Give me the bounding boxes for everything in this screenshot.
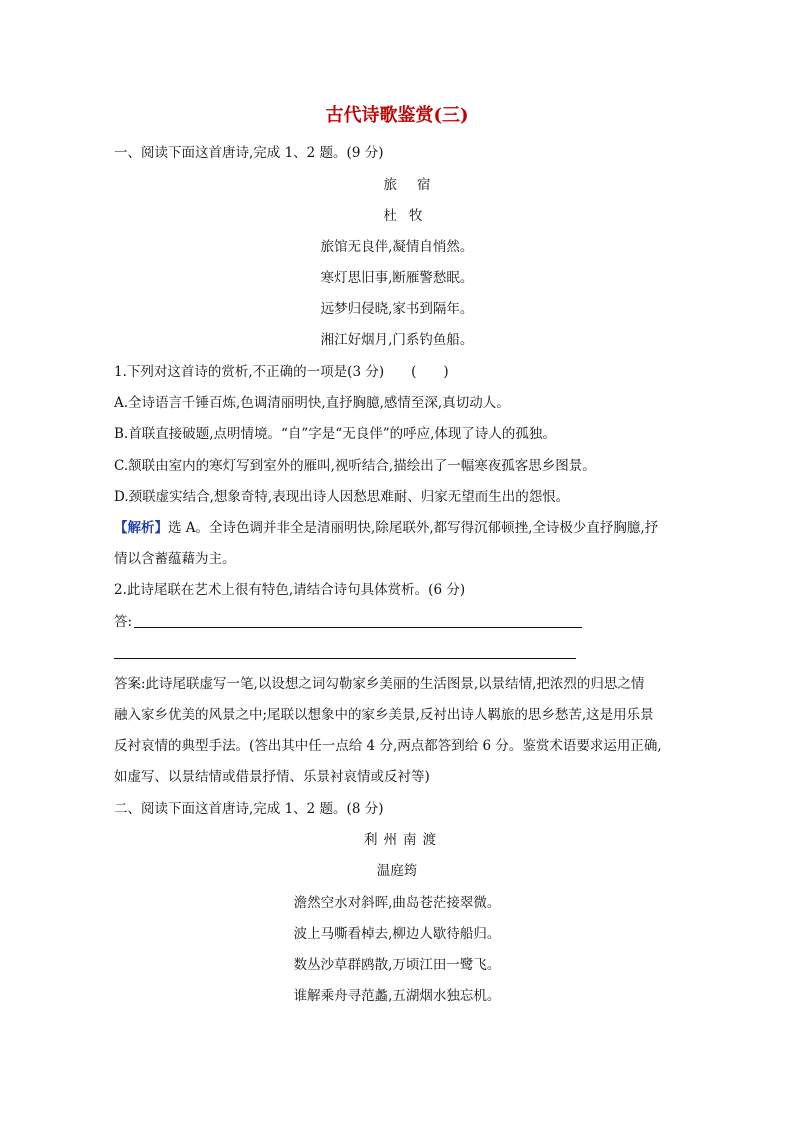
section2-heading: 二、阅读下面这首唐诗,完成 1、2 题。(8 分) [114, 801, 384, 817]
poem2-line: 数丛沙草群鸥散,万顷江田一鹭飞。 [293, 957, 501, 973]
poem1-line: 湘江好烟月,门系钓鱼船。 [320, 332, 474, 348]
q1-option-d: D.颈联虚实结合,想象奇特,表现出诗人因愁思难耐、归家无望而生出的怨恨。 [114, 489, 570, 505]
q1-analysis [114, 518, 658, 538]
page-title: 古代诗歌鉴赏(三) [325, 105, 469, 126]
q2-answer-text: 融入家乡优美的风景之中;尾联以想象中的家乡美景,反衬出诗人羁旅的思乡愁苦,这是用乐景 [114, 707, 654, 723]
poem1-line: 远梦归侵晓,家书到隔年。 [320, 301, 474, 317]
poem2-title: 利州南渡 [364, 832, 442, 848]
q1-option-a: A.全诗语言千锤百炼,色调清丽明快,直抒胸臆,感情至深,真切动人。 [114, 395, 510, 411]
q2-stem: 2.此诗尾联在艺术上很有特色,请结合诗句具体赏析。(6 分) [114, 582, 466, 598]
poem1-line: 寒灯思旧事,断雁警愁眠。 [320, 270, 474, 286]
poem1-title: 旅宿 [383, 177, 451, 193]
q1-stem: 1.下列对这首诗的赏析,不正确的一项是(3 分) ( ) [114, 364, 449, 380]
q2-answer-text: 反衬哀情的典型手法。(答出其中任一点给 4 分,两点都答到给 6 分。鉴赏术语要求运用正确, [114, 738, 662, 754]
q2-answer-text: 答案:此诗尾联虚写一笔,以设想之词勾勒家乡美丽的生活图景,以景结情,把浓烈的归思之情 [114, 676, 645, 692]
poem2-line: 谁解乘舟寻范蠡,五湖烟水独忘机。 [293, 988, 501, 1004]
answer-blank-line [134, 627, 582, 628]
poem2-author: 温庭筠 [376, 863, 418, 879]
section1-heading: 一、阅读下面这首唐诗,完成 1、2 题。(9 分) [114, 145, 384, 161]
q1-analysis-cont: 情以含蓄蕴藉为主。 [114, 551, 236, 567]
analysis-tag: 【解析】 [114, 520, 168, 536]
analysis-text: 选 A。全诗色调并非全是清丽明快,除尾联外,都写得沉郁顿挫,全诗极少直抒胸臆,抒 [168, 520, 659, 536]
poem2-line: 波上马嘶看棹去,柳边人歇待船归。 [293, 926, 501, 942]
q1-option-c: C.颔联由室内的寒灯写到室外的雁叫,视听结合,描绘出了一幅寒夜孤客思乡图景。 [114, 458, 596, 474]
answer-blank-line [114, 658, 576, 659]
q1-option-b: B.首联直接破题,点明情境。“自”字是“无良伴”的呼应,体现了诗人的孤独。 [114, 426, 556, 442]
q2-answer-text: 如虚写、以景结情或借景抒情、乐景衬哀情或反衬等) [114, 769, 430, 785]
poem1-author: 杜牧 [383, 208, 435, 224]
poem2-line: 澹然空水对斜晖,曲岛苍茫接翠微。 [293, 895, 501, 911]
q2-answer-label: 答: [114, 614, 133, 630]
poem1-line: 旅馆无良伴,凝情自悄然。 [320, 239, 474, 255]
